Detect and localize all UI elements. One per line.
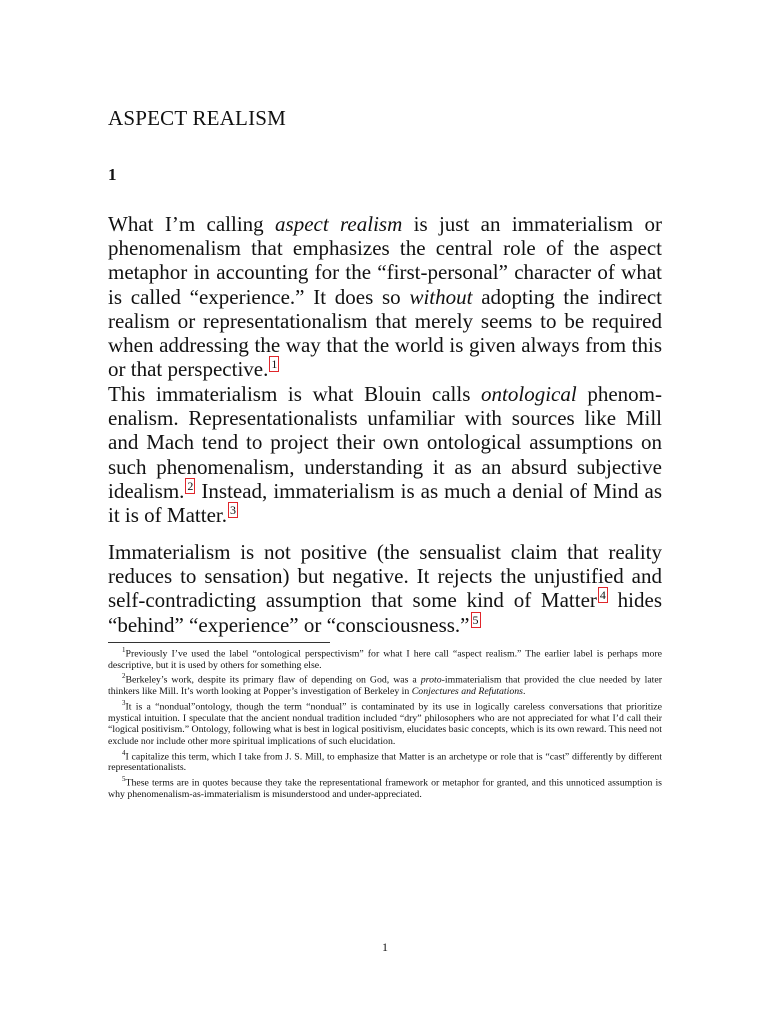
text-run: Berkeley’s work, despite its primary flaw of depending on God, was a: [125, 674, 421, 686]
footnote-3: [108, 698, 662, 748]
footnote-ref-5[interactable]: 5: [472, 612, 479, 627]
paragraph-3: [108, 540, 662, 637]
text-run: Instead, immaterialism is as much a denial of Mind as it is of Matter.: [108, 478, 662, 528]
text-run: Immaterialism is not positive (the sensualist claim that reality reduces to sensation) but negative. It rejects the unjustified and self-contradicting assumption that some kind of Matter: [108, 540, 662, 613]
text-run: hides “behind” “experience” or “consciousness.”: [108, 588, 663, 637]
footnote-1: [108, 645, 662, 671]
footnote-2: [108, 671, 662, 697]
paragraph-2: [108, 382, 662, 527]
text-run: .: [522, 686, 526, 698]
footnote-ref-2[interactable]: 2: [187, 478, 194, 493]
footnote-marker: 3: [122, 698, 126, 707]
text-run: Previously I’ve used the label “ontological perspectivism” for what I here call “aspect realism.” The earlier label is perhaps more descriptive, but it is used by others for something else.: [108, 648, 662, 671]
footnote-marker: 5: [122, 775, 126, 783]
footnote-marker: 4: [122, 748, 126, 757]
text-run: This immaterialism is what Blouin calls: [108, 382, 482, 406]
footnotes: [108, 645, 662, 800]
emphasis: without: [409, 284, 473, 309]
text-run: These terms are in quotes because they take the representational framework or metaphor for granted, and this unnoticed assumption is why phenomenalism-as-immaterialism is misunderstood and under-appreciated.: [108, 777, 662, 800]
emphasis: proto: [420, 674, 442, 686]
text-run: It is a “nondual”ontology, though the term “nondual” is contaminated by its use in logically careless conversations that prioritize mystical intuition. I speculate that the ancient nondual tradition included “dry” philosophers who are not appreciated for what I’d call their “logical positivism.” Ontology, following what is best in logical positivism, elucidates basic concepts, which is its own reward. This need not exclude nor include other more spiritual implications of such elucidation.: [108, 701, 662, 747]
footnote-5: [108, 774, 662, 800]
paragraph-1: [108, 212, 662, 381]
text-run: -immaterialism that provided the clue needed by later thinkers like Mill. It’s worth looking at Popper’s investigation of Berkeley in: [108, 674, 662, 698]
footnote-ref-4[interactable]: 4: [599, 588, 606, 603]
emphasis: Conjectures and Refutations: [411, 686, 523, 698]
footnote-ref-3[interactable]: 3: [230, 503, 236, 518]
document-title: ASPECT REALISM: [108, 106, 287, 130]
footnote-rule: [108, 642, 330, 643]
text-run: phenomenalism. Representationalists unfamiliar with sources like Mill and Mach tend to project their own ontological assumptions on such phenomenalism, understanding it as an absurd subjective idealism.: [108, 382, 663, 503]
footnote-4: [108, 748, 662, 774]
text-run: What I’m calling: [108, 212, 276, 236]
text-run: is just an immaterialism or phenomenalism that emphasizes the central role of the aspect metaphor in accounting for the “first-personal” character of what is called “experience.” It does so: [108, 212, 662, 309]
text-run: adopting the indirect realism or representationalism that merely seems to be required when addressing the way that the world is given always from this or that perspective.: [108, 284, 662, 382]
section-number: 1: [108, 165, 117, 184]
emphasis: ontological: [481, 382, 577, 406]
emphasis: aspect realism: [275, 212, 403, 236]
footnote-marker: 2: [122, 672, 126, 681]
page-number: 1: [382, 940, 388, 954]
text-run: I capitalize this term, which I take from J. S. Mill, to emphasize that Matter is an archetype or role that is “cast” differently by different representationalists.: [108, 750, 662, 774]
footnote-marker: 1: [122, 646, 126, 654]
footnote-ref-1[interactable]: 1: [271, 357, 278, 372]
